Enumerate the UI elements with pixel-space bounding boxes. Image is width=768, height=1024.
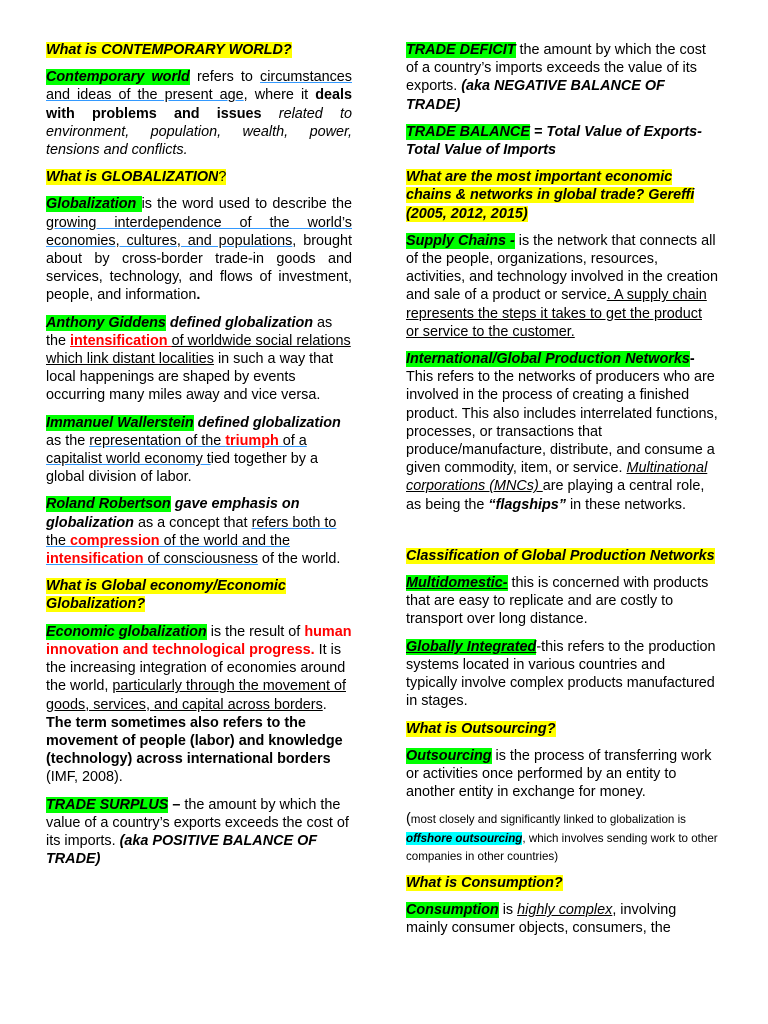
question-contemporary-world: What is CONTEMPORARY WORLD? xyxy=(46,42,292,58)
paragraph-trade-deficit: TRADE DEFICIT the amount by which the cost of a country’s imports exceeds the value of its exports. (aka NEGATIVE BALANCE OF TRADE) xyxy=(406,42,706,113)
term-contemporary-world: Contemporary world xyxy=(46,69,190,86)
term-multidomestic: Multidomestic- xyxy=(406,575,508,592)
term-trade-deficit: TRADE DEFICIT xyxy=(406,42,516,58)
left-column xyxy=(46,41,352,877)
paragraph-immanuel-wallerstein: Immanuel Wallerstein defined globalization as the representation of the triumph of a capitalist world economy tied together by a global division of labor. xyxy=(46,414,341,486)
paragraph-roland-robertson: Roland Robertson gave emphasis on globalization as a concept that refers both to the compression of the world and the intensification of consciousness of the world. xyxy=(46,496,341,568)
paragraph-anthony-giddens: Anthony Giddens defined globalization as the intensification of worldwide social relations which link distant localities in such a way that local happenings are shaped by events occurring many miles away and vice versa. xyxy=(46,314,351,404)
paragraph-trade-surplus: TRADE SURPLUS – the amount by which the value of a country’s exports exceeds the cost of its imports. (aka POSITIVE BALANCE OF TRADE) xyxy=(46,796,349,868)
question-global-economy: What is Global economy/Economic Globalization? xyxy=(46,578,286,613)
question-outsourcing: What is Outsourcing? xyxy=(406,720,556,737)
paragraph-trade-balance: TRADE BALANCE = Total Value of Exports-Total Value of Imports xyxy=(406,123,702,159)
term-consumption: Consumption xyxy=(406,902,499,919)
question-economic-chains: What are the most important economic chains & networks in global trade? Gereffi (2005, 2012, 2015) xyxy=(406,169,695,222)
term-offshore-outsourcing: offshore outsourcing xyxy=(406,831,523,845)
question-consumption: What is Consumption? xyxy=(406,874,563,891)
paragraph-consumption: Consumption is highly complex, involving mainly consumer objects, consumers, the xyxy=(406,902,677,937)
term-outsourcing: Outsourcing xyxy=(406,747,492,764)
right-column xyxy=(406,41,718,947)
paragraph-globalization: Globalization is the word used to describe the growing interdependence of the world’s economies, cultures, and populations, brought about by cross-border trade-in goods and services, technology, and flows of investment, people, and information. xyxy=(46,196,353,304)
term-globalization: Globalization xyxy=(46,196,142,213)
term-economic-globalization: Economic globalization xyxy=(46,623,207,640)
paragraph-contemporary-world: Contemporary world refers to circumstances and ideas of the present age, where it deals with problems and issues related to environment, population, wealth, power, tensions and conflicts. xyxy=(46,69,353,159)
spacer xyxy=(406,523,718,547)
term-trade-surplus: TRADE SURPLUS xyxy=(46,796,169,813)
question-classification: Classification of Global Production Networks xyxy=(406,547,715,564)
term-immanuel-wallerstein: Immanuel Wallerstein xyxy=(46,414,194,431)
term-supply-chains: Supply Chains - xyxy=(406,232,515,249)
paragraph-globally-integrated: Globally Integrated-this refers to the production systems located in various countries and typically involve complex products manufactured in stages. xyxy=(406,638,716,710)
paragraph-offshore-outsourcing: (most closely and significantly linked to globalization is offshore outsourcing, which involves sending work to other companies in other countries) xyxy=(406,811,718,863)
term-globally-integrated: Globally Integrated xyxy=(406,638,537,655)
paragraph-production-networks: International/Global Production Networks- This refers to the networks of producers who are involved in the process of creating a finished product. This also includes interrelated functions, processes, or transactions that produce/manufacture, distribute, and consume a given commodity, item, or service. Multinational corporations (MNCs) are playing a central role, as being the “flagships” in these networks. xyxy=(406,351,718,513)
paragraph-multidomestic: Multidomestic- this is concerned with products that are easy to replicate and are costly to transport over long distance. xyxy=(406,575,709,628)
term-production-networks: International/Global Production Networks xyxy=(406,351,690,368)
term-roland-robertson: Roland Robertson xyxy=(46,496,171,513)
paragraph-economic-globalization: Economic globalization is the result of human innovation and technological progress. It is the increasing integration of economies around the world, particularly through the movement of goods, services, and capital across borders. The term sometimes also refers to the movement of people (labor) and knowledge (technology) across international borders (IMF, 2008). xyxy=(46,623,352,786)
term-trade-balance: TRADE BALANCE xyxy=(406,123,530,140)
paragraph-outsourcing: Outsourcing is the process of transferring work or activities once performed by an entity to another entity in exchange for money. xyxy=(406,747,712,801)
paragraph-supply-chains: Supply Chains - is the network that connects all of the people, organizations, resources, activities, and technology involved in the creation and sale of a product or service. A supply chain represents the steps it takes to get the product or service to the customer. xyxy=(406,232,718,340)
term-anthony-giddens: Anthony Giddens xyxy=(46,314,166,331)
question-globalization: What is GLOBALIZATION? xyxy=(46,169,227,186)
